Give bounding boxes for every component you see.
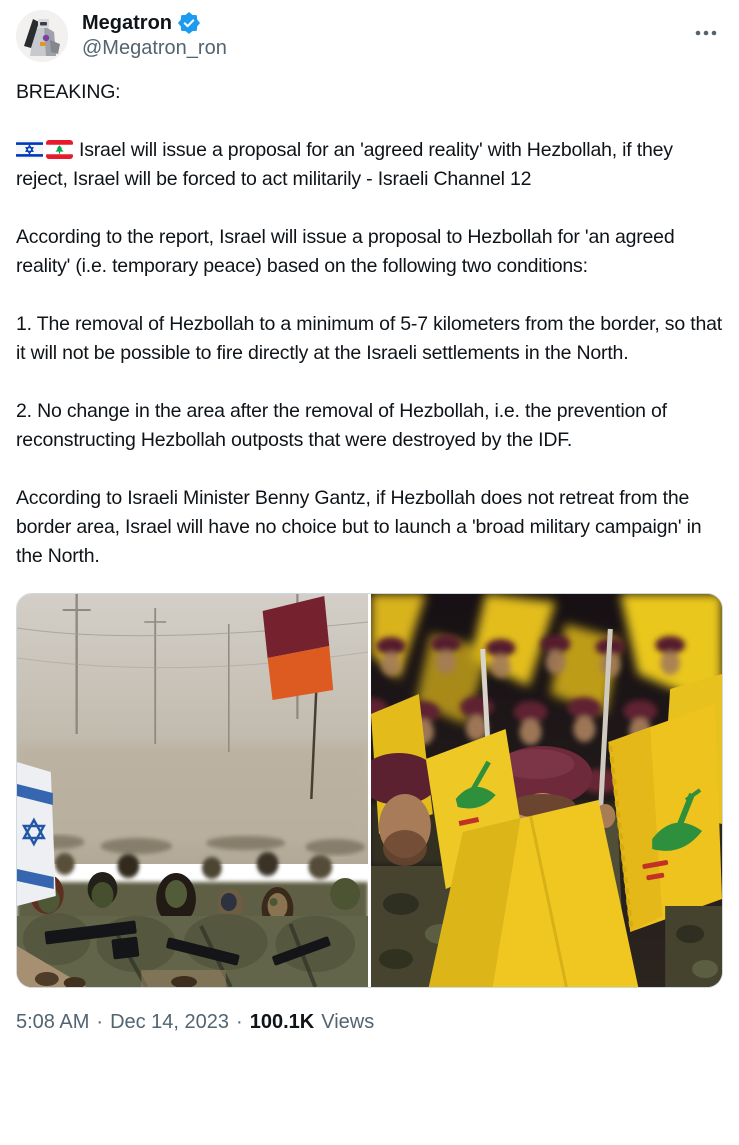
more-dots-icon	[695, 30, 717, 36]
tweet-text-segment: Israel will issue a proposal for an 'agreed reality' with Hezbollah, if they reject, Israel will be forced to act militarily - Israeli Channel 12	[16, 139, 673, 190]
views-label: Views	[321, 1011, 375, 1033]
timestamp: 5:08 AM	[16, 1011, 90, 1033]
megatron-avatar-image	[16, 10, 68, 62]
more-button[interactable]	[689, 16, 723, 50]
separator-dot: ·	[236, 1011, 243, 1033]
hezbollah-fighters-photo-art	[371, 594, 722, 987]
tweet-text-paragraph: According to the report, Israel will issue a proposal to Hezbollah for 'an agreed reality' (i.e. temporary peace) based on the following two conditions:	[16, 226, 675, 277]
israel-flag-emoji	[16, 140, 43, 159]
avatar[interactable]	[16, 10, 68, 62]
tweet-text-paragraph: 1. The removal of Hezbollah to a minimum of 5-7 kilometers from the border, so that it will not be possible to fire directly at the Israeli settlements in the North.	[16, 313, 722, 364]
tweet-text-paragraph	[16, 136, 723, 194]
tweet-photo-hezbollah-fighters[interactable]	[371, 594, 722, 987]
author-block	[82, 10, 227, 61]
separator-dot: ·	[96, 1011, 104, 1033]
tweet-footer	[16, 1010, 723, 1034]
verified-badge-icon	[178, 12, 200, 34]
date: Dec 14, 2023	[110, 1011, 230, 1033]
lebanon-flag-emoji	[46, 140, 73, 159]
tweet-text-paragraph: 2. No change in the area after the removal of Hezbollah, i.e. the prevention of reconstructing Hezbollah outposts that were destroyed by the IDF.	[16, 400, 667, 451]
media-grid	[16, 593, 723, 988]
author-handle[interactable]: @Megatron_ron	[82, 37, 227, 59]
tweet-photo-idf-soldiers[interactable]	[17, 594, 368, 987]
tweet-header	[16, 10, 723, 62]
idf-soldiers-photo-art	[17, 594, 368, 987]
author-name[interactable]: Megatron	[82, 12, 172, 34]
views-count: 100.1K	[249, 1011, 315, 1033]
tweet-text-paragraph: BREAKING:	[16, 81, 121, 103]
tweet-text	[16, 78, 723, 571]
tweet-text-paragraph: According to Israeli Minister Benny Gantz, if Hezbollah does not retreat from the border area, Israel will have no choice but to launch a 'broad military campaign' in the North.	[16, 487, 702, 567]
